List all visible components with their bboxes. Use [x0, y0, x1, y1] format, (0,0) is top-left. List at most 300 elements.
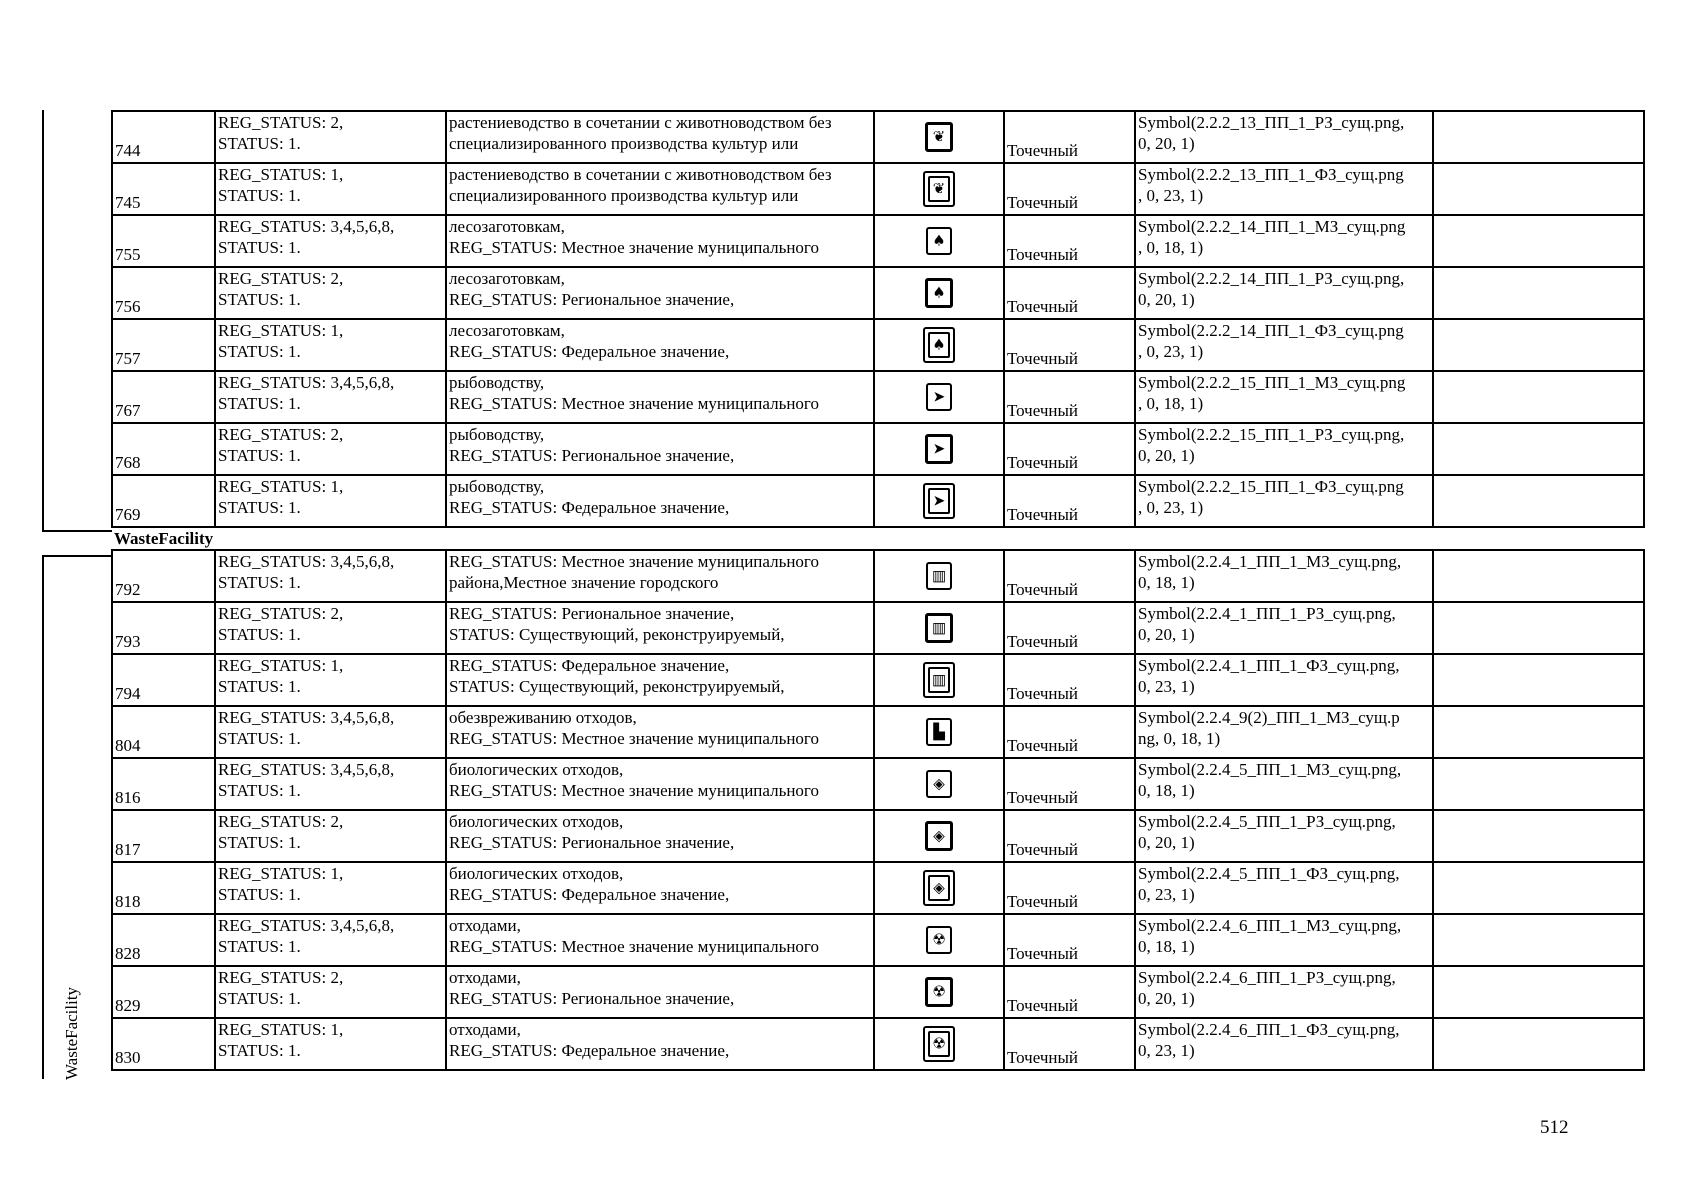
geometry-type-cell: Точечный [1004, 319, 1135, 371]
symbol-line: 0, 20, 1) [1138, 625, 1195, 644]
status-line: REG_STATUS: 2, [218, 604, 344, 623]
icon-glyph: ▙ [933, 722, 945, 741]
geometry-type-cell: Точечный [1004, 654, 1135, 706]
status-cell [215, 111, 446, 163]
tree-icon [923, 327, 955, 363]
farm-icon [925, 122, 953, 152]
biohazard-diamond-icon [925, 821, 953, 851]
geometry-type-cell: Точечный [1004, 810, 1135, 862]
symbol-line: Symbol(2.2.2_14_ПП_1_РЗ_сущ.png, [1138, 269, 1405, 288]
row-id-cell: 792 [112, 550, 215, 602]
trash-bin-icon [925, 613, 953, 643]
icon-glyph: ☢ [932, 982, 946, 1001]
description-cell [446, 706, 874, 758]
symbol-preview-cell [874, 475, 1004, 527]
table-body-top [112, 111, 1644, 527]
page-number: 512 [1540, 1117, 1569, 1138]
description-line: лесозаготовкам, [449, 321, 565, 340]
status-line: REG_STATUS: 2, [218, 812, 344, 831]
symbol-line: Symbol(2.2.4_6_ПП_1_ФЗ_сущ.png, [1138, 1020, 1400, 1039]
geometry-type-cell: Точечный [1004, 706, 1135, 758]
icon-glyph: ♠ [932, 283, 946, 302]
row-id-cell: 829 [112, 966, 215, 1018]
symbol-preview-cell [874, 319, 1004, 371]
description-cell [446, 215, 874, 267]
description-cell [446, 550, 874, 602]
trash-bin-icon [926, 562, 952, 590]
status-line: REG_STATUS: 1, [218, 321, 344, 340]
description-line: REG_STATUS: Региональное значение, [449, 604, 735, 623]
left-border-upper-end [42, 530, 112, 532]
empty-cell [1433, 654, 1644, 706]
symbol-line: 0, 20, 1) [1138, 446, 1195, 465]
table-row [112, 215, 1644, 267]
description-line: REG_STATUS: Федеральное значение, [449, 885, 730, 904]
description-cell [446, 862, 874, 914]
status-line: STATUS: 1. [218, 394, 301, 413]
symbol-line: Symbol(2.2.4_1_ПП_1_ФЗ_сущ.png, [1138, 656, 1400, 675]
biohazard-diamond-icon [926, 770, 952, 798]
symbol-line: , 0, 23, 1) [1138, 498, 1204, 517]
symbol-line: 0, 20, 1) [1138, 833, 1195, 852]
symbol-definition-cell [1135, 475, 1433, 527]
status-line: REG_STATUS: 2, [218, 269, 344, 288]
row-id-cell: 756 [112, 267, 215, 319]
symbol-preview-cell [874, 810, 1004, 862]
symbol-line: , 0, 23, 1) [1138, 186, 1204, 205]
status-cell [215, 862, 446, 914]
symbol-definition-cell [1135, 602, 1433, 654]
status-line: REG_STATUS: 3,4,5,6,8, [218, 552, 395, 571]
description-line: REG_STATUS: Федеральное значение, [449, 342, 730, 361]
icon-glyph: ♠ [932, 335, 946, 354]
empty-cell [1433, 550, 1644, 602]
description-line: лесозаготовкам, [449, 217, 565, 236]
status-cell [215, 810, 446, 862]
table-row [112, 111, 1644, 163]
status-line: STATUS: 1. [218, 342, 301, 361]
status-cell [215, 319, 446, 371]
icon-glyph: ❦ [932, 127, 946, 146]
symbol-preview-cell [874, 550, 1004, 602]
empty-cell [1433, 215, 1644, 267]
group-header-section [112, 527, 1644, 550]
symbol-preview-cell [874, 423, 1004, 475]
table-row [112, 914, 1644, 966]
symbol-line: 0, 18, 1) [1138, 781, 1195, 800]
empty-cell [1433, 267, 1644, 319]
farm-icon [923, 171, 955, 207]
row-id-cell: 769 [112, 475, 215, 527]
status-line: REG_STATUS: 3,4,5,6,8, [218, 760, 395, 779]
symbol-preview-cell [874, 758, 1004, 810]
left-border-upper [42, 110, 44, 532]
table-row [112, 654, 1644, 706]
status-cell [215, 550, 446, 602]
description-line: REG_STATUS: Региональное значение, [449, 290, 735, 309]
description-line: REG_STATUS: Местное значение муниципального [449, 729, 819, 748]
symbol-definition-cell [1135, 215, 1433, 267]
symbol-line: Symbol(2.2.4_1_ПП_1_МЗ_сущ.png, [1138, 552, 1402, 571]
left-border-lower [42, 555, 44, 1079]
description-cell [446, 319, 874, 371]
icon-glyph: ◈ [933, 774, 945, 793]
icon-glyph: ❦ [932, 179, 946, 198]
symbol-line: Symbol(2.2.4_5_ПП_1_ФЗ_сущ.png, [1138, 864, 1400, 883]
symbol-line: Symbol(2.2.2_13_ПП_1_ФЗ_сущ.png [1138, 165, 1404, 184]
description-line: отходами, [449, 1020, 521, 1039]
row-id-cell: 755 [112, 215, 215, 267]
description-cell [446, 654, 874, 706]
description-cell [446, 163, 874, 215]
empty-cell [1433, 914, 1644, 966]
status-line: STATUS: 1. [218, 625, 301, 644]
status-line: REG_STATUS: 1, [218, 165, 344, 184]
symbol-preview-cell [874, 163, 1004, 215]
status-line: STATUS: 1. [218, 290, 301, 309]
status-line: STATUS: 1. [218, 677, 301, 696]
symbol-line: Symbol(2.2.2_15_ПП_1_ФЗ_сущ.png [1138, 477, 1404, 496]
symbol-line: Symbol(2.2.4_5_ПП_1_МЗ_сущ.png, [1138, 760, 1402, 779]
description-cell [446, 371, 874, 423]
description-line: REG_STATUS: Региональное значение, [449, 989, 735, 1008]
status-line: STATUS: 1. [218, 885, 301, 904]
geometry-type-cell: Точечный [1004, 371, 1135, 423]
table-row [112, 706, 1644, 758]
symbol-line: Symbol(2.2.2_14_ПП_1_МЗ_сущ.png [1138, 217, 1406, 236]
table-row [112, 423, 1644, 475]
row-id-cell: 744 [112, 111, 215, 163]
description-line: REG_STATUS: Местное значение муниципального [449, 394, 819, 413]
symbol-line: Symbol(2.2.2_13_ПП_1_РЗ_сущ.png, [1138, 113, 1405, 132]
row-id-cell: 793 [112, 602, 215, 654]
description-line: рыбоводству, [449, 477, 545, 496]
description-line: REG_STATUS: Региональное значение, [449, 446, 735, 465]
description-cell [446, 914, 874, 966]
description-cell [446, 111, 874, 163]
empty-cell [1433, 423, 1644, 475]
symbol-line: 0, 20, 1) [1138, 290, 1195, 309]
status-line: REG_STATUS: 1, [218, 477, 344, 496]
status-line: REG_STATUS: 1, [218, 864, 344, 883]
empty-cell [1433, 758, 1644, 810]
description-cell [446, 267, 874, 319]
geometry-type-cell: Точечный [1004, 550, 1135, 602]
status-cell [215, 602, 446, 654]
geometry-type-cell: Точечный [1004, 914, 1135, 966]
symbol-preview-cell [874, 371, 1004, 423]
status-cell [215, 914, 446, 966]
status-line: REG_STATUS: 1, [218, 656, 344, 675]
trash-bin-icon [923, 662, 955, 698]
table-row [112, 550, 1644, 602]
symbol-line: 0, 20, 1) [1138, 134, 1195, 153]
tree-icon [925, 278, 953, 308]
tree-icon [926, 227, 952, 255]
symbol-preview-cell [874, 914, 1004, 966]
symbol-line: , 0, 18, 1) [1138, 394, 1204, 413]
symbol-definition-cell [1135, 163, 1433, 215]
description-cell [446, 966, 874, 1018]
factory-icon [926, 718, 952, 746]
radiation-icon [926, 926, 952, 954]
status-line: REG_STATUS: 3,4,5,6,8, [218, 373, 395, 392]
symbol-line: Symbol(2.2.4_1_ПП_1_РЗ_сущ.png, [1138, 604, 1396, 623]
symbol-definition-cell [1135, 706, 1433, 758]
icon-glyph: ➤ [932, 439, 946, 458]
status-line: REG_STATUS: 1, [218, 1020, 344, 1039]
table-row [112, 319, 1644, 371]
table-row [112, 758, 1644, 810]
row-id-cell: 745 [112, 163, 215, 215]
symbol-preview-cell [874, 602, 1004, 654]
status-line: STATUS: 1. [218, 498, 301, 517]
description-line: REG_STATUS: Федеральное значение, [449, 498, 730, 517]
symbol-preview-cell [874, 654, 1004, 706]
description-line: отходами, [449, 968, 521, 987]
group-label: WasteFacility [112, 527, 1644, 550]
empty-cell [1433, 706, 1644, 758]
geometry-type-cell: Точечный [1004, 966, 1135, 1018]
description-line: лесозаготовкам, [449, 269, 565, 288]
symbol-line: , 0, 18, 1) [1138, 238, 1204, 257]
row-id-cell: 767 [112, 371, 215, 423]
symbol-line: 0, 23, 1) [1138, 885, 1195, 904]
table-row [112, 602, 1644, 654]
row-id-cell: 794 [112, 654, 215, 706]
symbol-definition-cell [1135, 654, 1433, 706]
description-line: REG_STATUS: Федеральное значение, [449, 656, 730, 675]
status-cell [215, 423, 446, 475]
table-row [112, 966, 1644, 1018]
description-line: REG_STATUS: Федеральное значение, [449, 1041, 730, 1060]
row-id-cell: 817 [112, 810, 215, 862]
status-line: REG_STATUS: 2, [218, 968, 344, 987]
description-line: биологических отходов, [449, 864, 624, 883]
radiation-icon [923, 1026, 955, 1062]
description-line: специализированного производства культур или [449, 134, 799, 153]
empty-cell [1433, 319, 1644, 371]
empty-cell [1433, 371, 1644, 423]
symbol-definition-cell [1135, 423, 1433, 475]
symbol-preview-cell [874, 267, 1004, 319]
icon-glyph: ➤ [932, 387, 946, 406]
symbol-definition-cell [1135, 550, 1433, 602]
icon-glyph: ◈ [933, 878, 945, 897]
table-row [112, 267, 1644, 319]
table-row [112, 810, 1644, 862]
status-line: STATUS: 1. [218, 573, 301, 592]
status-line: STATUS: 1. [218, 989, 301, 1008]
empty-cell [1433, 163, 1644, 215]
geometry-type-cell: Точечный [1004, 862, 1135, 914]
description-line: биологических отходов, [449, 812, 624, 831]
icon-glyph: ▥ [931, 618, 947, 637]
status-line: STATUS: 1. [218, 729, 301, 748]
row-id-cell: 768 [112, 423, 215, 475]
geometry-type-cell: Точечный [1004, 475, 1135, 527]
description-line: REG_STATUS: Местное значение муниципального [449, 781, 819, 800]
symbol-line: 0, 18, 1) [1138, 573, 1195, 592]
status-line: STATUS: 1. [218, 937, 301, 956]
geometry-type-cell: Точечный [1004, 267, 1135, 319]
symbol-definition-cell [1135, 966, 1433, 1018]
fish-icon [926, 383, 952, 411]
symbol-preview-cell [874, 1018, 1004, 1070]
radiation-icon [925, 977, 953, 1007]
description-line: STATUS: Существующий, реконструируемый, [449, 625, 785, 644]
status-cell [215, 758, 446, 810]
table-row [112, 1018, 1644, 1070]
symbol-line: 0, 18, 1) [1138, 937, 1195, 956]
geometry-type-cell: Точечный [1004, 215, 1135, 267]
description-line: района,Местное значение городского [449, 573, 719, 592]
symbol-definition-cell [1135, 1018, 1433, 1070]
geometry-type-cell: Точечный [1004, 602, 1135, 654]
description-line: обезвреживанию отходов, [449, 708, 637, 727]
description-line: биологических отходов, [449, 760, 624, 779]
status-line: STATUS: 1. [218, 134, 301, 153]
symbol-definition-cell [1135, 111, 1433, 163]
symbol-preview-cell [874, 862, 1004, 914]
row-id-cell: 818 [112, 862, 215, 914]
status-line: REG_STATUS: 2, [218, 425, 344, 444]
icon-glyph: ☢ [932, 1034, 946, 1053]
status-cell [215, 966, 446, 1018]
table-body-bottom [112, 550, 1644, 1070]
group-row [112, 527, 1644, 550]
symbol-line: ng, 0, 18, 1) [1138, 729, 1221, 748]
table-row [112, 862, 1644, 914]
symbol-line: Symbol(2.2.2_14_ПП_1_ФЗ_сущ.png [1138, 321, 1404, 340]
symbol-definition-cell [1135, 810, 1433, 862]
icon-glyph: ♠ [932, 231, 946, 250]
empty-cell [1433, 810, 1644, 862]
row-id-cell: 828 [112, 914, 215, 966]
empty-cell [1433, 602, 1644, 654]
status-line: REG_STATUS: 3,4,5,6,8, [218, 708, 395, 727]
status-cell [215, 371, 446, 423]
symbol-line: , 0, 23, 1) [1138, 342, 1204, 361]
symbol-preview-cell [874, 966, 1004, 1018]
symbol-line: Symbol(2.2.4_6_ПП_1_РЗ_сущ.png, [1138, 968, 1396, 987]
geometry-type-cell: Точечный [1004, 163, 1135, 215]
table-row [112, 371, 1644, 423]
symbol-definition-cell [1135, 371, 1433, 423]
icon-glyph: ☢ [932, 930, 946, 949]
description-line: рыбоводству, [449, 373, 545, 392]
description-line: REG_STATUS: Местное значение муниципального [449, 238, 819, 257]
icon-glyph: ▥ [931, 566, 947, 585]
symbol-preview-cell [874, 215, 1004, 267]
description-line: специализированного производства культур или [449, 186, 799, 205]
left-border-lower-start [42, 555, 112, 557]
geometry-type-cell: Точечный [1004, 423, 1135, 475]
status-cell [215, 654, 446, 706]
description-line: REG_STATUS: Региональное значение, [449, 833, 735, 852]
geometry-type-cell: Точечный [1004, 111, 1135, 163]
status-line: REG_STATUS: 2, [218, 113, 344, 132]
symbol-definition-cell [1135, 862, 1433, 914]
description-line: растениеводство в сочетании с животноводством без [449, 165, 832, 184]
geometry-type-cell: Точечный [1004, 1018, 1135, 1070]
icon-glyph: ▥ [931, 670, 947, 689]
description-cell [446, 1018, 874, 1070]
side-section-label: WasteFacility [62, 986, 81, 1080]
status-cell [215, 1018, 446, 1070]
status-line: STATUS: 1. [218, 833, 301, 852]
description-line: растениеводство в сочетании с животноводством без [449, 113, 832, 132]
fish-icon [925, 434, 953, 464]
status-line: REG_STATUS: 3,4,5,6,8, [218, 916, 395, 935]
symbol-line: 0, 20, 1) [1138, 989, 1195, 1008]
symbol-definition-cell [1135, 758, 1433, 810]
symbol-line: Symbol(2.2.4_5_ПП_1_РЗ_сущ.png, [1138, 812, 1396, 831]
description-line: STATUS: Существующий, реконструируемый, [449, 677, 785, 696]
empty-cell [1433, 1018, 1644, 1070]
symbol-line: 0, 23, 1) [1138, 677, 1195, 696]
fish-icon [923, 483, 955, 519]
symbol-line: Symbol(2.2.4_6_ПП_1_МЗ_сущ.png, [1138, 916, 1402, 935]
row-id-cell: 757 [112, 319, 215, 371]
symbol-definition-cell [1135, 267, 1433, 319]
description-line: REG_STATUS: Местное значение муниципального [449, 552, 819, 571]
status-line: STATUS: 1. [218, 1041, 301, 1060]
description-line: рыбоводству, [449, 425, 545, 444]
geometry-type-cell: Точечный [1004, 758, 1135, 810]
row-id-cell: 816 [112, 758, 215, 810]
description-line: REG_STATUS: Местное значение муниципального [449, 937, 819, 956]
symbol-definition-cell [1135, 319, 1433, 371]
status-cell [215, 163, 446, 215]
row-id-cell: 830 [112, 1018, 215, 1070]
icon-glyph: ◈ [933, 826, 945, 845]
status-line: STATUS: 1. [218, 781, 301, 800]
description-cell [446, 475, 874, 527]
table-row [112, 163, 1644, 215]
symbol-line: Symbol(2.2.2_15_ПП_1_МЗ_сущ.png [1138, 373, 1406, 392]
status-cell [215, 706, 446, 758]
status-line: STATUS: 1. [218, 186, 301, 205]
description-cell [446, 758, 874, 810]
empty-cell [1433, 966, 1644, 1018]
description-line: отходами, [449, 916, 521, 935]
row-id-cell: 804 [112, 706, 215, 758]
symbol-line: 0, 23, 1) [1138, 1041, 1195, 1060]
status-cell [215, 475, 446, 527]
status-line: STATUS: 1. [218, 446, 301, 465]
empty-cell [1433, 475, 1644, 527]
symbol-preview-cell [874, 706, 1004, 758]
status-cell [215, 215, 446, 267]
symbol-line: Symbol(2.2.4_9(2)_ПП_1_МЗ_сущ.p [1138, 708, 1400, 727]
description-cell [446, 810, 874, 862]
description-cell [446, 423, 874, 475]
status-line: STATUS: 1. [218, 238, 301, 257]
status-cell [215, 267, 446, 319]
description-cell [446, 602, 874, 654]
empty-cell [1433, 862, 1644, 914]
symbol-table [111, 110, 1645, 1071]
empty-cell [1433, 111, 1644, 163]
symbol-line: Symbol(2.2.2_15_ПП_1_РЗ_сущ.png, [1138, 425, 1405, 444]
symbol-preview-cell [874, 111, 1004, 163]
table-row [112, 475, 1644, 527]
biohazard-diamond-icon [923, 870, 955, 906]
status-line: REG_STATUS: 3,4,5,6,8, [218, 217, 395, 236]
icon-glyph: ➤ [932, 491, 946, 510]
symbol-definition-cell [1135, 914, 1433, 966]
